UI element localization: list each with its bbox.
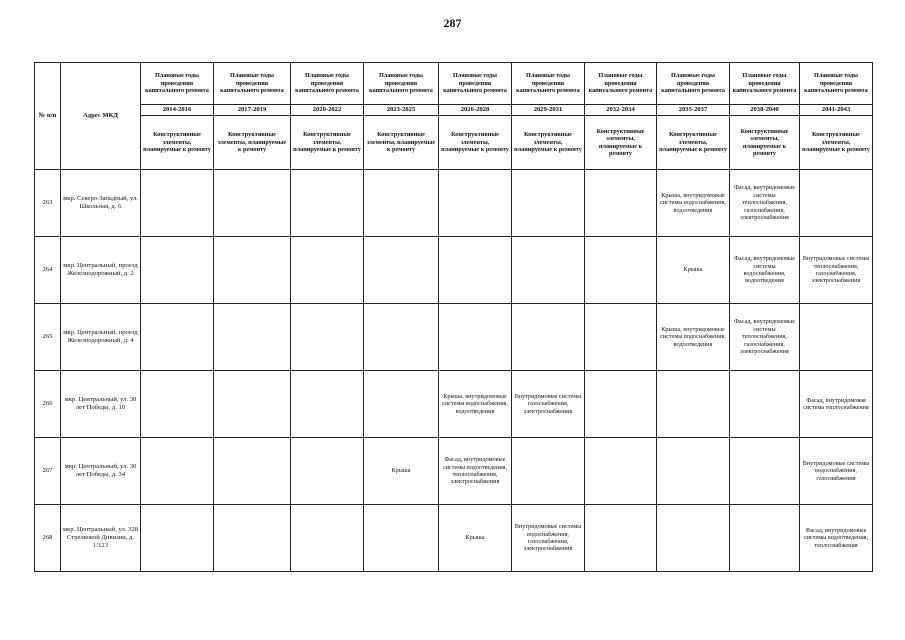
repair-cell <box>291 438 364 505</box>
repair-cell <box>141 438 214 505</box>
header-period-title: Плановые годы проведения капитального ремонта <box>512 63 585 105</box>
repair-cell <box>141 505 214 572</box>
repair-cell <box>214 170 291 237</box>
header-num: № п/п <box>35 63 61 170</box>
header-period-title: Плановые годы проведения капитального ремонта <box>439 63 512 105</box>
repair-cell <box>512 237 585 304</box>
repair-cell <box>730 371 800 438</box>
header-period-years: 2035-2037 <box>657 105 730 116</box>
repair-cell <box>512 438 585 505</box>
header-period-years: 2038-2040 <box>730 105 800 116</box>
repair-cell: Крыша, внутридомовые системы водоснабжения, водоотведения <box>439 371 512 438</box>
repair-cell: Фасад, внутридомовые системы водоснабжения, водоотведения <box>730 237 800 304</box>
repair-cell: Фасад, внутридомовая система теплоснабжения <box>800 371 873 438</box>
header-period-title: Плановые годы проведения капитального ремонта <box>657 63 730 105</box>
repair-cell <box>141 304 214 371</box>
row-address: мкр. Центральный, ул. 30 лет Победы, д. 34 <box>61 438 141 505</box>
repair-cell <box>800 170 873 237</box>
header-period-elements: Конструктивные элементы, планируемые к ремонту <box>439 116 512 170</box>
row-number: 265 <box>35 304 61 371</box>
repair-cell <box>512 170 585 237</box>
repair-cell <box>364 304 439 371</box>
header-period-elements: Конструктивные элементы, планируемые к ремонту <box>141 116 214 170</box>
repair-cell: Внутридомовые системы водоснабжения, газоснабжения <box>800 438 873 505</box>
header-period-years: 2029-2031 <box>512 105 585 116</box>
repair-cell <box>141 371 214 438</box>
table-row <box>35 505 873 572</box>
header-period-elements: Конструктивные элементы, планируемые к ремонту <box>214 116 291 170</box>
repair-cell <box>730 438 800 505</box>
repair-cell <box>439 304 512 371</box>
repair-cell <box>730 505 800 572</box>
header-period-years: 2032-2034 <box>585 105 657 116</box>
repair-cell <box>141 237 214 304</box>
repair-cell <box>291 505 364 572</box>
repair-cell: Фасад, внутридомовые системы водоотведения, теплоснабжения <box>800 505 873 572</box>
repair-cell: Внутридомовые системы газоснабжения, электроснабжения <box>512 371 585 438</box>
repair-cell <box>214 438 291 505</box>
header-period-title: Плановые годы проведения капитального ремонта <box>291 63 364 105</box>
header-period-title: Плановые годы проведения капитального ремонта <box>800 63 873 105</box>
repair-cell <box>585 237 657 304</box>
row-address: мкр. Центральный, проезд Железнодорожный, д. 2 <box>61 237 141 304</box>
row-number: 266 <box>35 371 61 438</box>
header-period-elements: Конструктивные элементы, планируемые к ремонту <box>512 116 585 170</box>
header-period-title: Плановые годы проведения капитального ремонта <box>730 63 800 105</box>
repair-cell <box>214 505 291 572</box>
repair-cell: Крыша <box>657 237 730 304</box>
table-row <box>35 170 873 237</box>
header-period-years: 2041-2043 <box>800 105 873 116</box>
repair-cell <box>291 237 364 304</box>
repair-cell: Внутридомовые системы водоснабжения, газоснабжения, электроснабжения <box>512 505 585 572</box>
table-row <box>35 371 873 438</box>
repair-cell <box>439 237 512 304</box>
header-period-elements: Конструктивные элементы, планируемые к ремонту <box>657 116 730 170</box>
repair-cell <box>585 170 657 237</box>
repair-cell <box>291 371 364 438</box>
repair-cell <box>364 371 439 438</box>
header-period-elements: Конструктивные элементы, планируемые к ремонту <box>585 116 657 170</box>
repair-cell <box>141 170 214 237</box>
repair-cell <box>585 505 657 572</box>
row-address: мкр. Центральный, проезд Железнодорожный, д. 4 <box>61 304 141 371</box>
header-period-years: 2026-2028 <box>439 105 512 116</box>
header-period-title: Плановые годы проведения капитального ремонта <box>214 63 291 105</box>
repair-cell <box>585 438 657 505</box>
repair-cell: Внутридомовые системы теплоснабжения, газоснабжения, электроснабжения <box>800 237 873 304</box>
repair-cell <box>364 237 439 304</box>
header-period-years: 2017-2019 <box>214 105 291 116</box>
repair-cell <box>364 505 439 572</box>
repair-cell <box>657 505 730 572</box>
repair-cell <box>657 371 730 438</box>
repair-cell: Крыша <box>364 438 439 505</box>
repair-cell <box>214 371 291 438</box>
repair-cell: Фасад, внутридомовые системы водоотведения, теплоснабжения, электроснабжения <box>439 438 512 505</box>
header-row-years <box>35 105 873 116</box>
header-period-years: 2020-2022 <box>291 105 364 116</box>
header-period-years: 2023-2025 <box>364 105 439 116</box>
repair-cell <box>364 170 439 237</box>
header-period-elements: Конструктивные элементы, планируемые к ремонту <box>291 116 364 170</box>
header-period-title: Плановые годы проведения капитального ремонта <box>141 63 214 105</box>
row-number: 268 <box>35 505 61 572</box>
repair-cell: Крыша, внутридомовые системы водоснабжения, водоотведения <box>657 304 730 371</box>
repair-cell <box>291 304 364 371</box>
repair-cell <box>214 237 291 304</box>
repair-cell <box>585 304 657 371</box>
repair-cell <box>657 438 730 505</box>
header-period-years: 2014-2016 <box>141 105 214 116</box>
header-row-elements <box>35 116 873 170</box>
repair-cell <box>439 170 512 237</box>
repair-cell: Крыша <box>439 505 512 572</box>
page-number: 287 <box>443 16 462 30</box>
header-period-title: Плановые годы проведения капитального ремонта <box>585 63 657 105</box>
row-number: 267 <box>35 438 61 505</box>
header-period-title: Плановые годы проведения капитального ремонта <box>364 63 439 105</box>
header-period-elements: Конструктивные элементы, планируемые к ремонту <box>800 116 873 170</box>
repair-cell <box>800 304 873 371</box>
table-row <box>35 304 873 371</box>
repair-cell: Фасад, внутридомовые системы теплоснабжения, газоснабжения, электроснабжения <box>730 170 800 237</box>
repair-cell <box>214 304 291 371</box>
repair-cell: Фасад, внутридомовые системы теплоснабжения, газоснабжения, электроснабжения <box>730 304 800 371</box>
repair-cell <box>585 371 657 438</box>
repair-cell <box>291 170 364 237</box>
header-period-elements: Конструктивные элементы, планируемые к ремонту <box>730 116 800 170</box>
row-address: мкр. Центральный, ул. 328 Стрелковой Дивизии, д. 1/123 <box>61 505 141 572</box>
row-number: 264 <box>35 237 61 304</box>
row-number: 263 <box>35 170 61 237</box>
header-row-titles <box>35 63 873 105</box>
table-row <box>35 438 873 505</box>
repair-cell <box>512 304 585 371</box>
row-address: мкр. Центральный, ул. 30 лет Победы, д. 10 <box>61 371 141 438</box>
header-period-elements: Конструктивные элементы, планируемые к ремонту <box>364 116 439 170</box>
table-row <box>35 237 873 304</box>
capital-repair-table <box>34 62 873 572</box>
header-address: Адрес МКД <box>61 63 141 170</box>
row-address: мкр. Северо-Западный, ул. Школьная, д. 6 <box>61 170 141 237</box>
repair-cell: Крыша, внутридомовые системы водоснабжения, водоотведения <box>657 170 730 237</box>
